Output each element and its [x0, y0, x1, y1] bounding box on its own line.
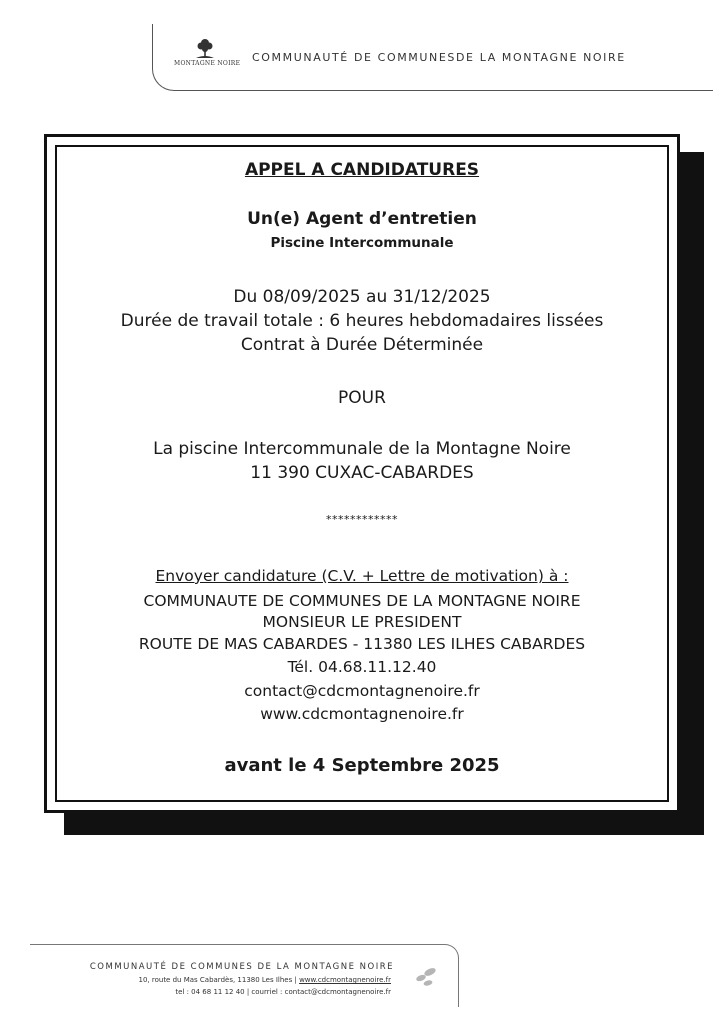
contact-email: contact@cdcmontagnenoire.fr	[244, 682, 480, 700]
separator: ************	[326, 513, 398, 526]
job-subtitle: Piscine Intercommunale	[270, 235, 454, 251]
contact-org: COMMUNAUTE DE COMMUNES DE LA MONTAGNE NOIRE	[143, 592, 581, 610]
header-title: COMMUNAUTÉ DE COMMUNESDE LA MONTAGNE NOIRE	[252, 51, 626, 64]
contract-type: Contrat à Durée Déterminée	[240, 335, 484, 355]
workplace: La piscine Intercommunale de la Montagne Noire	[153, 439, 571, 459]
contact-phone: Tél. 04.68.11.12.40	[287, 658, 437, 676]
job-title: Un(e) Agent d’entretien	[247, 209, 477, 229]
workplace-city: 11 390 CUXAC-CABARDES	[250, 463, 474, 483]
footer-website-link[interactable]: www.cdcmontagnenoire.fr	[299, 976, 391, 984]
contact-recipient: MONSIEUR LE PRESIDENT	[262, 613, 462, 631]
send-heading: Envoyer candidature (C.V. + Lettre de motivation) à :	[155, 567, 569, 585]
deadline: avant le 4 Septembre 2025	[224, 755, 500, 776]
footer-address	[139, 976, 391, 984]
footer-contact: tel : 04 68 11 12 40 | courriel : contact@cdcmontagnenoire.fr	[175, 988, 391, 996]
logo-wordmark: MONTAGNE NOIRE	[174, 60, 241, 67]
footer-org: COMMUNAUTÉ DE COMMUNES DE LA MONTAGNE NOIRE	[89, 962, 394, 972]
work-duration: Durée de travail totale : 6 heures hebdomadaires lissées	[120, 311, 604, 331]
leaf-logo-icon	[412, 966, 440, 988]
footer-address-text: 10, route du Mas Cabardès, 11380 Les Ilhes |	[138, 976, 300, 984]
notice-title: APPEL A CANDIDATURES	[244, 160, 480, 180]
contact-website: www.cdcmontagnenoire.fr	[260, 705, 464, 723]
contact-address: ROUTE DE MAS CABARDES - 11380 LES ILHES CABARDES	[138, 635, 586, 653]
contract-dates: Du 08/09/2025 au 31/12/2025	[233, 287, 491, 307]
pour-label: POUR	[338, 388, 386, 408]
